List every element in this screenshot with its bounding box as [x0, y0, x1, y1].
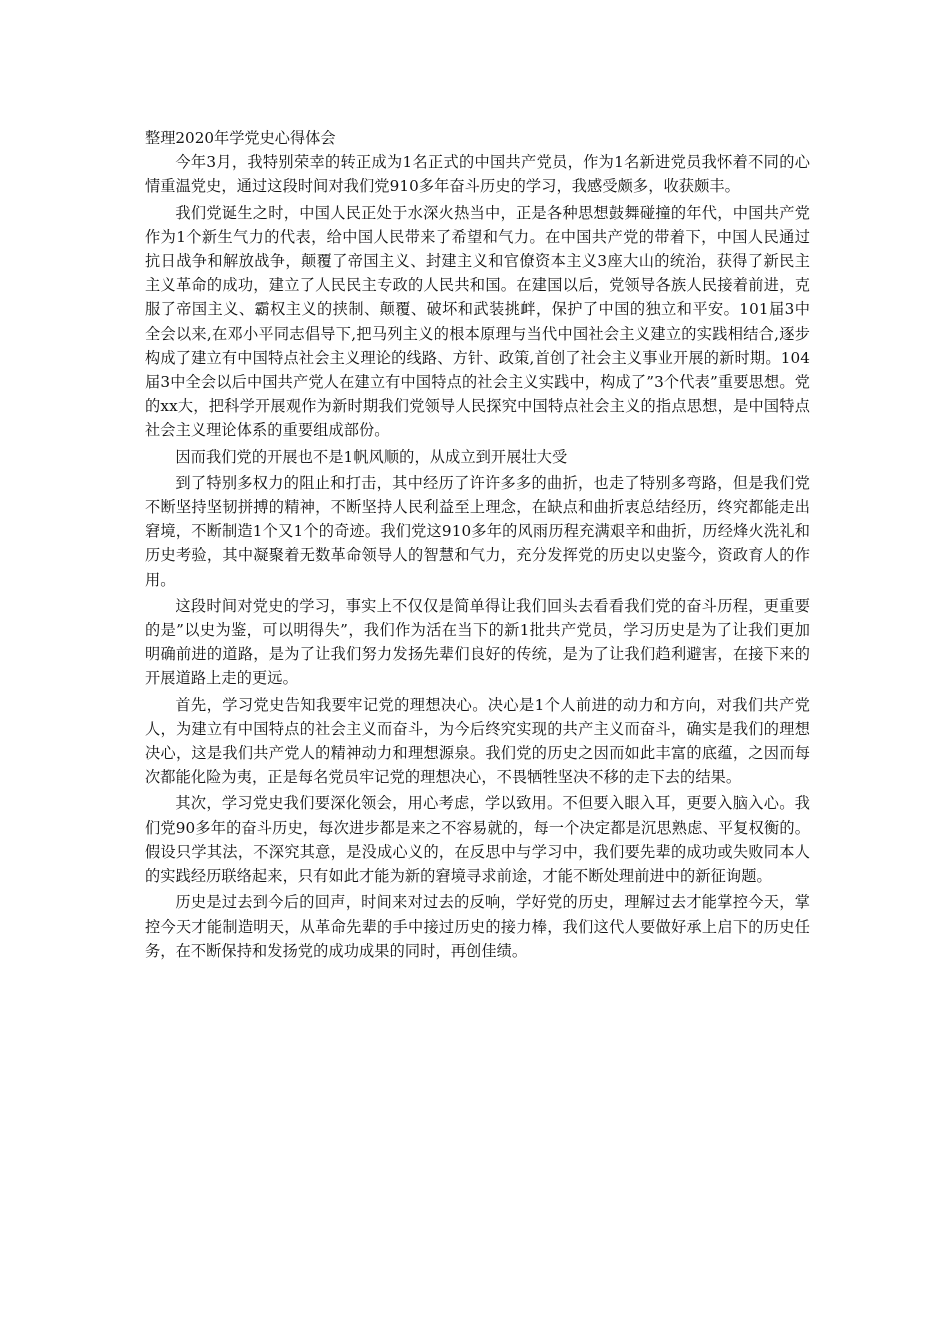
paragraph-hardships: 到了特别多权力的阻止和打击，其中经历了许许多多的曲折，也走了特别多弯路，但是我们党不断坚持坚韧拼搏的精神，不断坚持人民利益至上理念，在缺点和曲折衷总结经历，终究都能走出窘境，不断制造1个又1个的奇迹。我们党这910多年的风雨历程充满艰辛和曲折，历经烽火洗礼和历史考验，其中凝聚着无数革命领导人的智慧和气力，充分发挥党的历史以史鉴今，资政育人的作用。 [145, 473, 810, 589]
document-body [145, 126, 810, 965]
paragraph-party-history: 我们党诞生之时，中国人民正处于水深火热当中，正是各种思想鼓舞碰撞的年代，中国共产党作为1个新生气力的代表，给中国人民带来了希望和气力。在中国共产党的带着下，中国人民通过抗日战争和解放战争，颠覆了帝国主义、封建主义和官僚资本主义3座大山的统治，获得了新民主主义革命的成功，建立了人民民主专政的人民共和国。在建国以后，党领导各族人民接着前进，克服了帝国主义、霸权主义的挟制、颠覆、破坏和武装挑衅，保护了中国的独立和平安。101届3中全会以来,在邓小平同志倡导下,把马列主义的根本原理与当代中国社会主义建立的实践相结合,逐步构成了建立有中国特点社会主义理论的线路、方针、政策,首创了社会主义事业开展的新时期。104届3中全会以后中国共产党人在建立有中国特点的社会主义实践中，构成了”3个代表”重要思想。党的xx大，把科学开展观作为新时期我们党领导人民探究中国特点社会主义的指点思想，是中国特点社会主义理论体系的重要组成部份。 [145, 203, 810, 440]
paragraph-development-start: 因而我们党的开展也不是1帆风顺的，从成立到开展壮大受 [175, 447, 568, 466]
paragraph-first-point: 首先，学习党史告知我要牢记党的理想决心。决心是1个人前进的动力和方向，对我们共产党人，为建立有中国特点的社会主义而奋斗，为今后终究实现的共产主义而奋斗，确实是我们的理想决心，这是我们共产党人的精神动力和理想源泉。我们党的历史之因而如此丰富的底蕴，之因而每次都能化险为夷，正是每名党员牢记党的理想决心，不畏牺牲坚决不移的走下去的结果。 [145, 695, 810, 787]
document-title: 整理2020年学党史心得体会 [145, 129, 336, 147]
paragraph-learning-purpose: 这段时间对党史的学习，事实上不仅仅是简单得让我们回头去看看我们党的奋斗历程，更重要的是”以史为鉴，可以明得失”，我们作为活在当下的新1批共产党员，学习历史是为了让我们更加明确前进的道路，是为了让我们努力发扬先辈们良好的传统，是为了让我们趋利避害，在接下来的开展道路上走的更远。 [145, 596, 810, 688]
paragraph-intro: 今年3月，我特别荣幸的转正成为1名正式的中国共产党员，作为1名新进党员我怀着不同的心情重温党史，通过这段时间对我们党910多年奋斗历史的学习，我感受颇多，收获颇丰。 [145, 153, 810, 196]
paragraph-second-point: 其次，学习党史我们要深化领会，用心考虑，学以致用。不但要入眼入耳，更要入脑入心。我们党90多年的奋斗历史，每次进步都是来之不容易就的，每一个决定都是沉思熟虑、平复权衡的。假设只学其法，不深究其意，是没成心义的，在反思中与学习中，我们要先辈的成功或失败同本人的实践经历联络起来，只有如此才能为新的窘境寻求前途，才能不断处理前进中的新征询题。 [145, 794, 810, 886]
paragraph-conclusion: 历史是过去到今后的回声，时间来对过去的反响，学好党的历史，理解过去才能掌控今天，掌控今天才能制造明天，从革命先辈的手中接过历史的接力棒，我们这代人要做好承上启下的历史任务，在不断保持和发扬党的成功成果的同时，再创佳绩。 [145, 893, 810, 960]
